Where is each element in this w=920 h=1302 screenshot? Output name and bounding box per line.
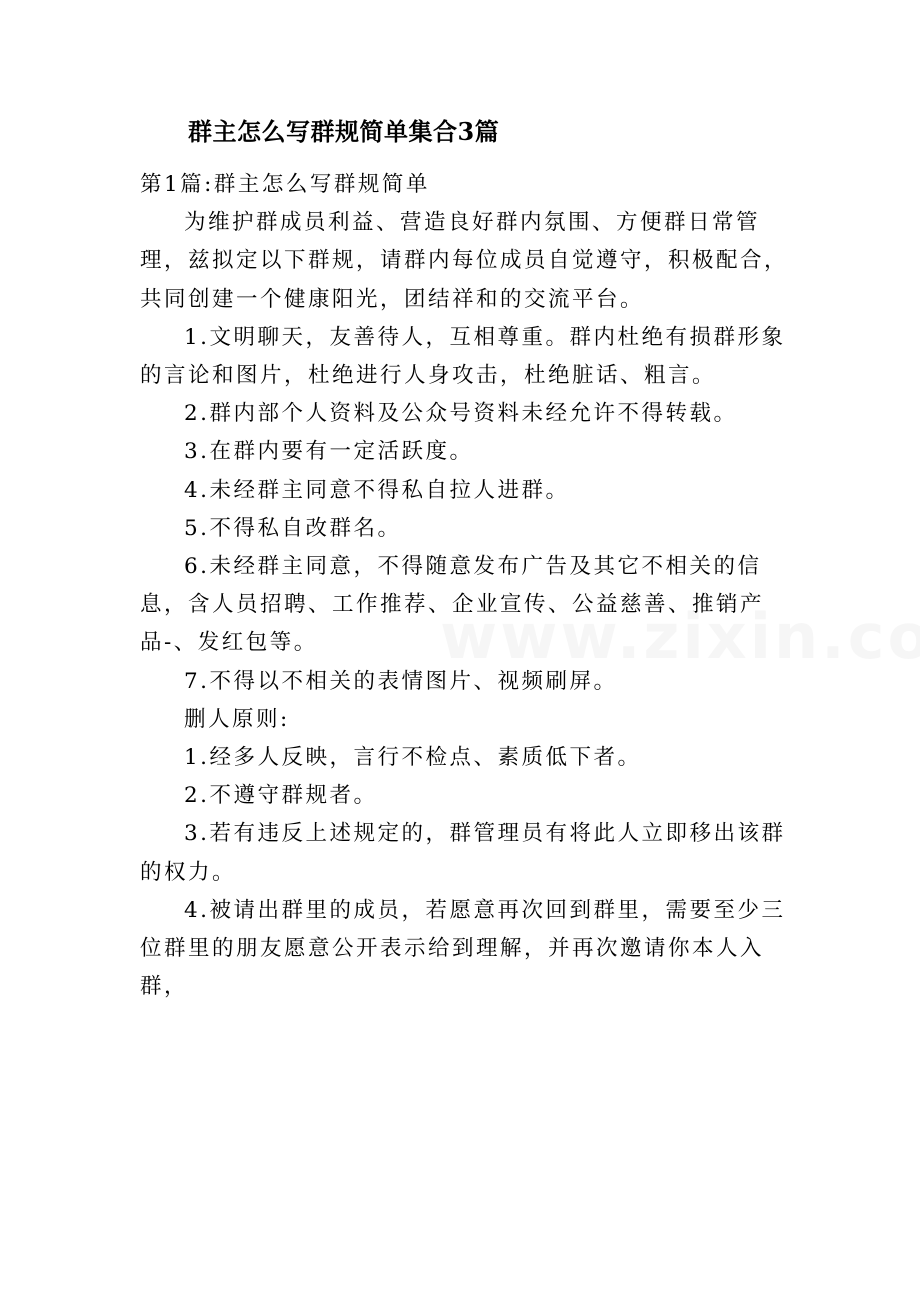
removal-item: 1.经多人反映，言行不检点、素质低下者。 (184, 745, 642, 771)
intro-paragraph: 为维护群成员利益、营造良好群内氛围、方便群日常管理，兹拟定以下群规，请群内每位成员自觉遵守，积极配合，共同创建一个健康阳光，团结祥和的交流平台。 (140, 210, 789, 312)
rule-item: 2.群内部个人资料及公众号资料未经允许不得转载。 (184, 401, 738, 427)
rule-item: 1.文明聊天，友善待人，互相尊重。群内杜绝有损群形象的言论和图片，杜绝进行人身攻击，杜绝脏话、粗言。 (140, 324, 786, 389)
section-heading: 第1篇:群主怎么写群规简单 (140, 172, 430, 197)
rule-item: 7.不得以不相关的表情图片、视频刷屏。 (184, 668, 618, 694)
document-body (140, 166, 800, 1006)
document-title: 群主怎么写群规简单集合3篇 (188, 117, 500, 146)
removal-item: 3.若有违反上述规定的，群管理员有将此人立即移出该群的权力。 (140, 821, 786, 885)
removal-item: 2.不遵守群规者。 (184, 783, 378, 809)
rule-item: 6.未经群主同意，不得随意发布广告及其它不相关的信息，含人员招聘、工作推荐、企业宣传、公益慈善、推销产品-、发红包等。 (140, 554, 765, 656)
rule-item: 3.在群内要有一定活跃度。 (184, 439, 474, 465)
rule-item: 4.未经群主同意不得私自拉人进群。 (184, 477, 570, 503)
removal-item: 4.被请出群里的成员，若愿意再次回到群里，需要至少三位群里的朋友愿意公开表示给到理解，并再次邀请你本人入群， (140, 897, 786, 1000)
rule-item: 5.不得私自改群名。 (184, 515, 402, 541)
removal-principles-heading: 删人原则: (184, 706, 290, 732)
